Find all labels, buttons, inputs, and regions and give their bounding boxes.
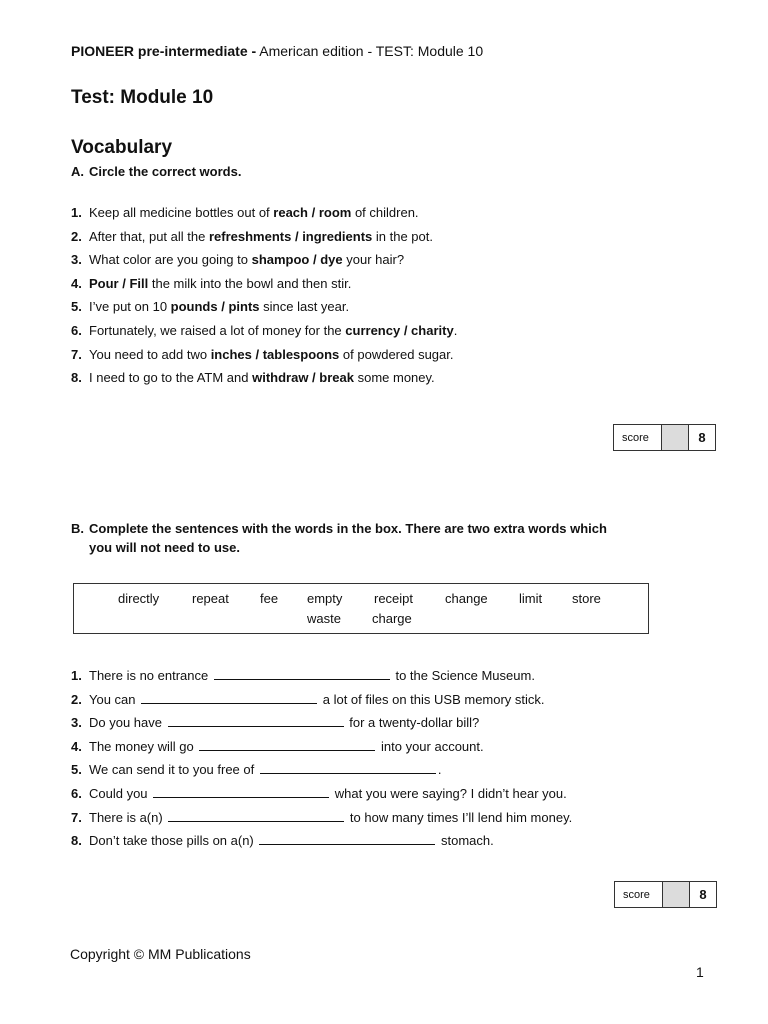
part-b-label: B. xyxy=(71,521,84,536)
item-text: . xyxy=(453,322,458,338)
part-b-item xyxy=(71,829,572,853)
header-brand: PIONEER pre-intermediate - xyxy=(71,43,257,59)
item-text: since last year. xyxy=(259,299,350,315)
option-2[interactable]: room xyxy=(318,205,352,220)
part-b-item xyxy=(71,711,572,735)
part-a-item xyxy=(71,225,457,249)
item-text: There is no entrance xyxy=(89,668,212,683)
item-text: the milk into the bowl and then stir. xyxy=(148,275,352,291)
section-title: Vocabulary xyxy=(71,137,173,158)
answer-blank[interactable] xyxy=(214,667,390,680)
word-box-word: repeat xyxy=(192,591,229,606)
item-text: Keep all medicine bottles out of xyxy=(89,205,274,220)
word-box-word: change xyxy=(445,591,488,606)
item-text: After that, put all the xyxy=(89,228,209,244)
item-number: 2. xyxy=(71,691,82,707)
item-text: What color are you going to xyxy=(89,252,252,268)
score-max: 8 xyxy=(698,430,706,445)
item-number: 6. xyxy=(71,785,82,801)
part-a-item xyxy=(71,366,457,390)
part-b-item xyxy=(71,806,572,830)
option-2[interactable]: break xyxy=(319,370,354,386)
answer-blank[interactable] xyxy=(168,714,344,727)
word-box-word: charge xyxy=(372,611,412,626)
part-a-item xyxy=(71,272,457,296)
answer-blank[interactable] xyxy=(141,691,317,704)
part-b-instruction xyxy=(71,519,711,557)
item-text: I’ve put on 10 xyxy=(89,299,171,315)
part-b-score-box xyxy=(614,881,717,908)
word-box xyxy=(73,583,649,634)
part-a-instruction-text: Circle the correct words. xyxy=(89,164,242,179)
option-separator: / xyxy=(217,299,229,315)
item-number: 3. xyxy=(71,715,82,731)
option-2[interactable]: tablespoons xyxy=(262,346,340,362)
score-label: score xyxy=(614,425,662,450)
item-number: 5. xyxy=(71,299,82,315)
option-1[interactable]: reach xyxy=(273,205,308,220)
item-number: 2. xyxy=(71,228,82,244)
item-number: 6. xyxy=(71,322,82,338)
item-number: 1. xyxy=(71,205,82,220)
item-text: of children. xyxy=(351,205,419,220)
part-b-item xyxy=(71,664,572,688)
word-box-word: directly xyxy=(118,591,160,606)
score-input-cell[interactable] xyxy=(663,882,690,907)
answer-blank[interactable] xyxy=(260,761,436,774)
answer-blank[interactable] xyxy=(153,785,329,798)
item-text: a lot of files on this USB memory stick. xyxy=(319,691,545,707)
item-text: to the Science Museum. xyxy=(391,668,535,683)
option-1[interactable]: pounds xyxy=(170,299,218,315)
item-text: stomach. xyxy=(437,833,494,849)
option-2[interactable]: dye xyxy=(320,252,343,268)
option-1[interactable]: refreshments xyxy=(208,228,292,244)
item-text: of powdered sugar. xyxy=(339,346,454,362)
part-b-item xyxy=(71,758,572,782)
word-box-word: fee xyxy=(260,591,279,606)
score-max: 8 xyxy=(699,887,707,902)
option-1[interactable]: currency xyxy=(345,322,401,338)
part-a-item xyxy=(71,201,457,225)
part-b-item xyxy=(71,782,572,806)
item-text: some money. xyxy=(353,370,435,386)
word-box-word: limit xyxy=(519,591,543,606)
word-box-word: waste xyxy=(307,611,341,626)
option-separator: / xyxy=(308,370,320,386)
item-text: There is a(n) xyxy=(89,809,167,825)
score-input-cell[interactable] xyxy=(662,425,689,450)
option-separator: / xyxy=(118,275,130,291)
part-b-instruction-text: Complete the sentences with the words in the box. There are two extra words which xyxy=(89,521,607,536)
header-edition: American edition - TEST: Module 10 xyxy=(256,43,484,59)
answer-blank[interactable] xyxy=(199,738,375,751)
word-box-word: empty xyxy=(307,591,343,606)
item-text: for a twenty-dollar bill? xyxy=(345,715,480,731)
item-text: your hair? xyxy=(342,252,405,268)
part-a-list xyxy=(71,201,457,390)
option-1[interactable]: shampoo xyxy=(251,252,310,268)
option-2[interactable]: pints xyxy=(228,299,260,315)
option-separator: / xyxy=(251,346,263,362)
page-title: Test: Module 10 xyxy=(71,87,214,108)
item-number: 8. xyxy=(71,833,82,849)
item-text: into your account. xyxy=(377,738,484,754)
item-text: Do you have xyxy=(89,715,166,731)
item-text: You can xyxy=(89,691,140,707)
page-number: 1 xyxy=(696,964,704,980)
part-a-label: A. xyxy=(71,164,84,179)
item-number: 7. xyxy=(71,809,82,825)
item-text: . xyxy=(437,762,442,778)
answer-blank[interactable] xyxy=(168,809,344,822)
item-number: 5. xyxy=(71,762,82,778)
option-1[interactable]: inches xyxy=(210,346,252,362)
option-1[interactable]: withdraw xyxy=(252,370,309,386)
option-2[interactable]: ingredients xyxy=(302,228,373,244)
option-separator: / xyxy=(307,205,319,220)
part-a-instruction xyxy=(71,162,711,181)
option-2[interactable]: charity xyxy=(411,322,454,338)
item-text: The money will go xyxy=(89,738,198,754)
item-number: 8. xyxy=(71,370,82,386)
part-a-score-box xyxy=(613,424,716,451)
item-number: 7. xyxy=(71,346,82,362)
page-header xyxy=(71,43,483,59)
item-text: in the pot. xyxy=(372,228,433,244)
item-text: Fortunately, we raised a lot of money for the xyxy=(89,322,346,338)
part-b-instruction-text-2: you will not need to use. xyxy=(89,540,240,555)
option-separator: / xyxy=(309,252,321,268)
item-number: 1. xyxy=(71,668,82,683)
item-number: 3. xyxy=(71,252,82,268)
part-a-item xyxy=(71,295,457,319)
part-b-item xyxy=(71,688,572,712)
word-box-word: receipt xyxy=(374,591,414,606)
item-text: Could you xyxy=(89,785,152,801)
part-b-list xyxy=(71,664,572,853)
option-separator: / xyxy=(400,322,412,338)
part-b-item xyxy=(71,735,572,759)
part-a-item xyxy=(71,343,457,367)
word-box-word: store xyxy=(572,591,601,606)
item-text: to how many times I’ll lend him money. xyxy=(346,809,573,825)
option-separator: / xyxy=(291,228,303,244)
part-a-item xyxy=(71,319,457,343)
answer-blank[interactable] xyxy=(259,832,435,845)
item-text: We can send it to you free of xyxy=(89,762,258,778)
option-1[interactable]: Pour xyxy=(89,275,119,291)
item-text: I need to go to the ATM and xyxy=(89,370,253,386)
part-a-item xyxy=(71,248,457,272)
item-number: 4. xyxy=(71,275,82,291)
option-2[interactable]: Fill xyxy=(129,275,149,291)
score-label: score xyxy=(615,882,663,907)
copyright-notice: Copyright © MM Publications xyxy=(70,946,251,962)
item-text: what you were saying? I didn’t hear you. xyxy=(331,785,567,801)
item-text: You need to add two xyxy=(89,346,211,362)
item-number: 4. xyxy=(71,738,82,754)
item-text: Don’t take those pills on a(n) xyxy=(89,833,258,849)
